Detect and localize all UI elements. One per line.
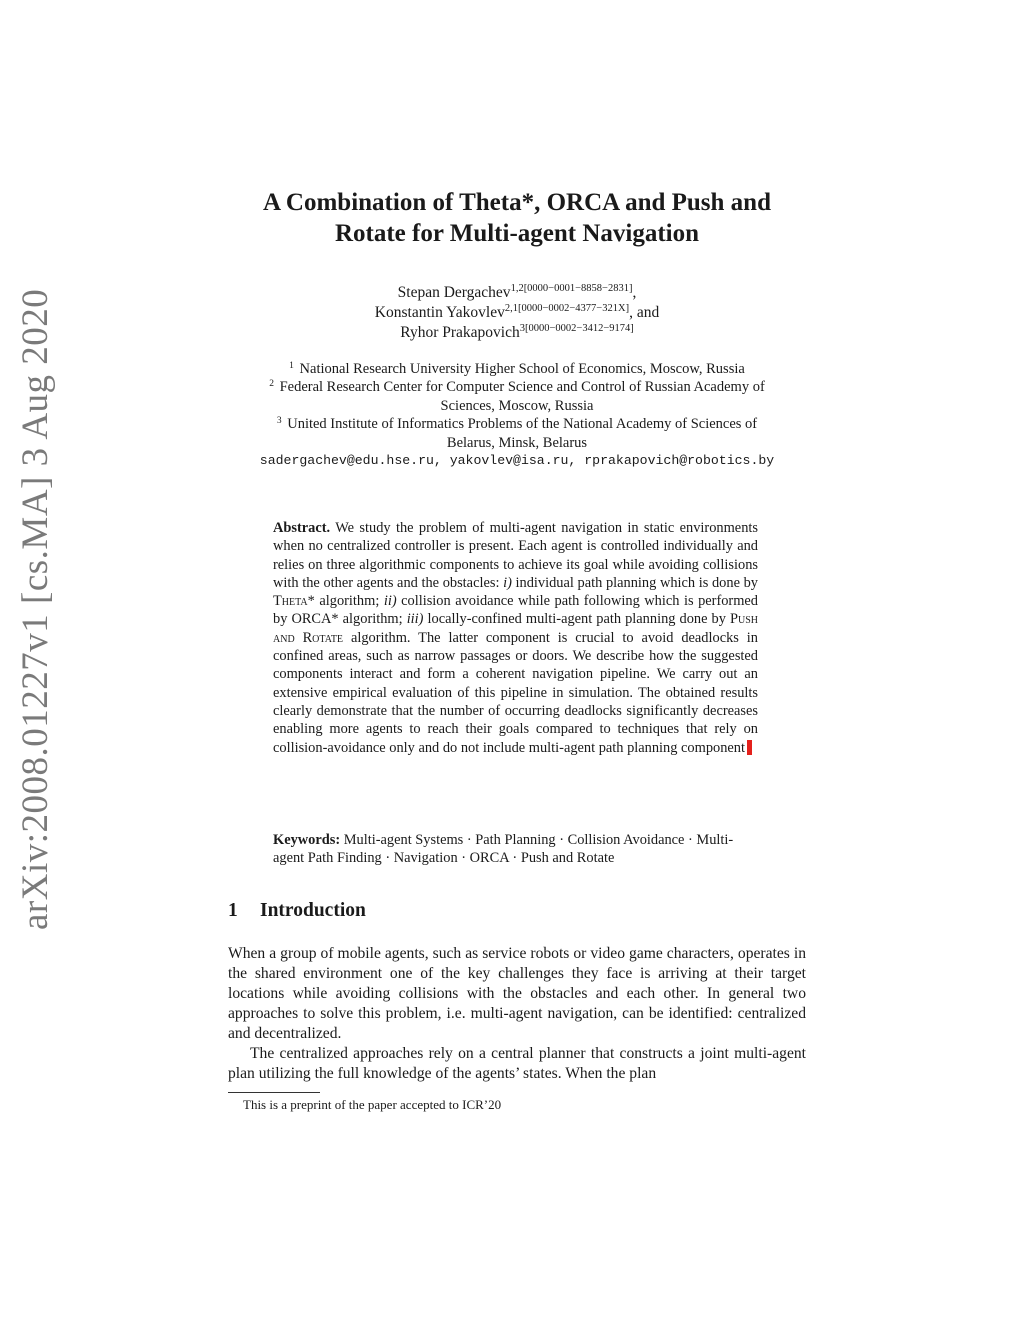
abstract-text: locally-confined multi-agent path planning done by bbox=[423, 611, 730, 628]
abstract-text: collision avoidance while path following which is performed by ORCA* algorithm; bbox=[273, 593, 758, 628]
introduction-body bbox=[228, 944, 806, 1084]
author-orcid[interactable]: 2,1[0000−0002−4377−321X] bbox=[504, 303, 630, 314]
author-emails[interactable]: sadergachev@edu.hse.ru, yakovlev@isa.ru, rprakapovich@robotics.by bbox=[259, 453, 775, 469]
footnote-link-marker[interactable] bbox=[747, 740, 752, 755]
algorithm-name: Push and Rotate bbox=[273, 611, 759, 646]
affiliation-number: 1 bbox=[289, 361, 294, 371]
author-3 bbox=[228, 323, 806, 343]
author-orcid[interactable]: 3[0000−0002−3412−9174] bbox=[519, 323, 634, 334]
abstract-text: individual path planning which is done by bbox=[511, 574, 758, 591]
abstract bbox=[273, 519, 758, 757]
algorithm-name: Theta bbox=[273, 593, 308, 610]
paper-title bbox=[228, 187, 806, 249]
author-name: Ryhor Prakapovich bbox=[400, 324, 520, 341]
abstract-text: * algorithm; bbox=[307, 593, 384, 610]
author-separator: , and bbox=[629, 304, 660, 321]
footnote-rule bbox=[228, 1092, 320, 1093]
paragraph: The centralized approaches rely on a central planner that constructs a joint multi-agent plan utilizing the full knowledge of the agents’ states. When the plan bbox=[228, 1045, 806, 1082]
affiliation-1 bbox=[228, 360, 806, 378]
title-line-1: A Combination of Theta*, ORCA and Push and bbox=[262, 189, 771, 216]
affiliation-text-cont: Belarus, Minsk, Belarus bbox=[446, 434, 588, 451]
author-1 bbox=[228, 283, 806, 303]
footnote: This is a preprint of the paper accepted to ICR’20 bbox=[243, 1097, 502, 1112]
author-2 bbox=[228, 303, 806, 323]
affiliation-number: 3 bbox=[276, 416, 282, 427]
affiliations bbox=[228, 360, 806, 470]
affiliation-text-cont: Sciences, Moscow, Russia bbox=[440, 397, 594, 414]
author-orcid[interactable]: 1,2[0000−0001−8858−2831] bbox=[510, 283, 633, 294]
section-title: Introduction bbox=[260, 900, 366, 921]
keywords bbox=[273, 831, 758, 868]
section-heading bbox=[228, 900, 366, 922]
abstract-enum: ii) bbox=[383, 593, 397, 610]
affiliation-2 bbox=[228, 378, 806, 396]
keywords-text: Multi-agent Systems · Path Planning · Collision Avoidance · Multi-agent Path Finding · Navigation · ORCA · Push and Rotate bbox=[273, 832, 734, 867]
arxiv-identifier-stamp: arXiv:2008.01227v1 [cs.MA] 3 Aug 2020 bbox=[15, 288, 56, 930]
abstract-text: We study the problem of multi-agent navigation in static environments when no centralized controller is present. Each agent is controlled individually and relies on three algorithmic components to achieve its goal while avoiding collisions with the other agents and the obstacles: bbox=[273, 520, 758, 591]
author-separator: , bbox=[632, 284, 637, 301]
affiliation-number: 2 bbox=[269, 379, 274, 390]
abstract-text: algorithm. The latter component is crucial to avoid deadlocks in confined areas, such as narrow passages or doors. We describe how the suggested components interact and form a coherent navigation pipeline. We carry out an extensive empirical evaluation of this pipeline in simulation. The obtained results clearly demonstrate that the number of occurring deadlocks significantly decreases enabling more agents to reach their goals compared to techniques that rely on collision-avoidance only and do not include multi-agent path planning component bbox=[273, 629, 758, 756]
paragraph: When a group of mobile agents, such as service robots or video game characters, operates in the shared environment one of the key challenges they face is arriving at their target locations while avoiding collisions with the obstacles and each other. In general two approaches to solve this problem, i.e. multi-agent navigation, can be identified: centralized and decentralized. bbox=[228, 945, 806, 1042]
section-number: 1 bbox=[228, 900, 238, 921]
affiliation-3 bbox=[228, 415, 806, 433]
abstract-enum: i) bbox=[503, 574, 512, 591]
affiliation-text: United Institute of Informatics Problems of the National Academy of Sciences of bbox=[287, 416, 758, 433]
keywords-label: Keywords: bbox=[273, 832, 341, 848]
affiliation-text: National Research University Higher School of Economics, Moscow, Russia bbox=[299, 361, 745, 377]
affiliation-text: Federal Research Center for Computer Science and Control of Russian Academy of bbox=[279, 379, 765, 396]
abstract-enum: iii) bbox=[406, 611, 424, 628]
author-list bbox=[228, 283, 806, 343]
author-name: Stepan Dergachev bbox=[397, 284, 511, 301]
abstract-label: Abstract. bbox=[273, 520, 331, 536]
author-name: Konstantin Yakovlev bbox=[374, 304, 505, 321]
title-line-2: Rotate for Multi-agent Navigation bbox=[334, 220, 700, 247]
